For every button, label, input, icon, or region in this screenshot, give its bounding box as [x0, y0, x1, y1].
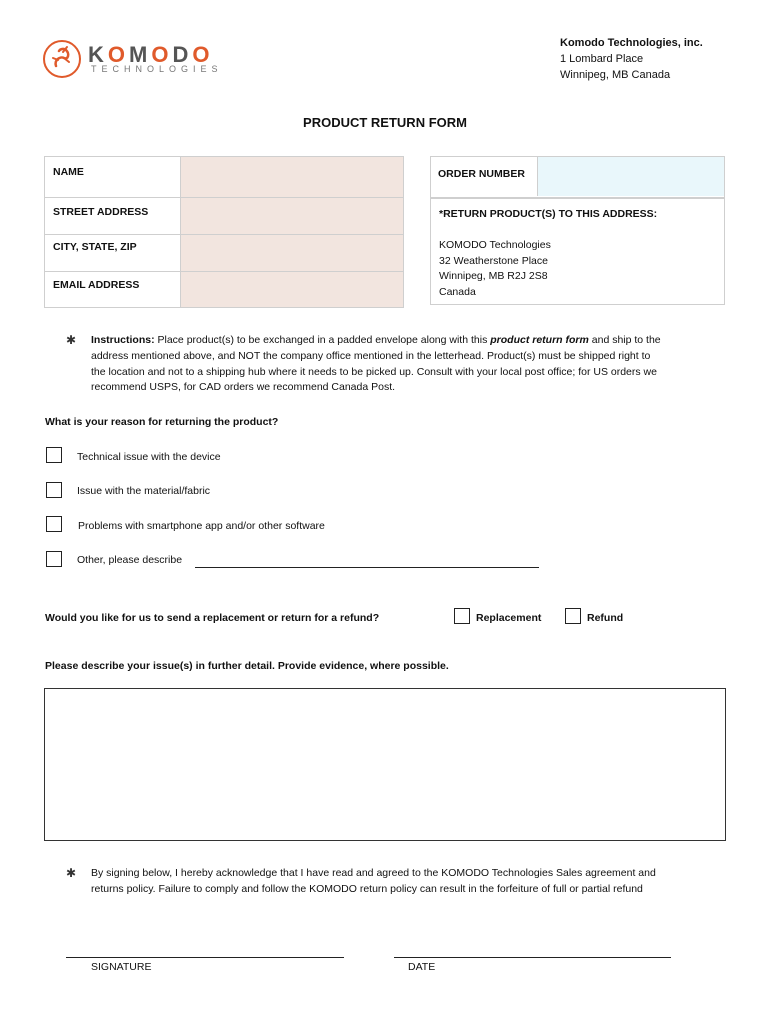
checkbox-material-issue[interactable] [46, 482, 62, 498]
street-address-field[interactable] [180, 198, 403, 234]
details-prompt: Please describe your issue(s) in further detail. Provide evidence, where possible. [45, 660, 449, 672]
name-field[interactable] [180, 157, 403, 197]
instructions-lead: Instructions: [91, 334, 155, 346]
option-software-issue: Problems with smartphone app and/or other software [78, 520, 325, 532]
company-name: Komodo Technologies, inc. [560, 37, 703, 49]
checkbox-replacement[interactable] [454, 608, 470, 624]
resolution-question: Would you like for us to send a replacement or return for a refund? [45, 612, 380, 624]
acknowledgement-paragraph [91, 866, 731, 898]
city-row [45, 235, 403, 271]
order-number-field[interactable] [537, 157, 724, 196]
signature-line[interactable] [66, 957, 344, 958]
return-address-line: Canada [439, 285, 476, 298]
company-address [560, 35, 703, 83]
acknowledgement-line: returns policy. Failure to comply and follow the KOMODO return policy can result in the forfeiture of full or partial refund [91, 882, 643, 895]
signature-label: SIGNATURE [91, 961, 152, 973]
checkbox-refund[interactable] [565, 608, 581, 624]
instructions-line: the location and not to a shipping hub where it needs to be picked up. Consult with your local post office; for US orders we [91, 365, 657, 378]
option-refund: Refund [587, 612, 624, 624]
details-textarea[interactable] [44, 688, 726, 841]
customer-info-table [44, 156, 404, 308]
return-address-heading: *RETURN PRODUCT(S) TO THIS ADDRESS: [439, 208, 658, 220]
checkbox-technical-issue[interactable] [46, 447, 62, 463]
return-address-line: Winnipeg, MB R2J 2S8 [439, 270, 548, 282]
brand-tagline: TECHNOLOGIES [91, 64, 223, 74]
email-row [45, 271, 403, 308]
instructions-bullet-icon: ✱ [66, 333, 77, 347]
street-address-label: STREET ADDRESS [53, 206, 149, 218]
instructions-line: address mentioned above, and NOT the company office mentioned in the letterhead. Product(s) must be shipped right to [91, 349, 651, 362]
option-other: Other, please describe [77, 554, 183, 566]
return-address-line: KOMODO Technologies [439, 239, 551, 251]
reason-question: What is your reason for returning the product? [45, 416, 279, 428]
instructions-line: recommend USPS, for CAD orders we recommend Canada Post. [91, 381, 396, 394]
instructions-paragraph [91, 333, 731, 396]
brand-wordmark: KOMODO [88, 42, 214, 67]
date-line[interactable] [394, 957, 671, 958]
city-state-zip-field[interactable] [180, 235, 403, 271]
acknowledgement-line: By signing below, I hereby acknowledge that I have read and agreed to the KOMODO Technologies Sales agreement and [91, 867, 656, 879]
return-address-lines [439, 238, 551, 300]
form-title: PRODUCT RETURN FORM [303, 115, 467, 130]
email-address-label: EMAIL ADDRESS [53, 279, 140, 291]
email-address-field[interactable] [180, 272, 403, 307]
checkbox-software-issue[interactable] [46, 516, 62, 532]
order-number-label: ORDER NUMBER [438, 168, 525, 180]
return-address-line: 32 Weatherstone Place [439, 254, 548, 267]
instructions-text: and ship to the [588, 334, 661, 346]
company-city: Winnipeg, MB Canada [560, 69, 671, 81]
city-state-zip-label: CITY, STATE, ZIP [53, 241, 137, 253]
option-technical-issue: Technical issue with the device [77, 451, 221, 463]
name-row [45, 157, 403, 198]
checkbox-other[interactable] [46, 551, 62, 567]
option-material-issue: Issue with the material/fabric [77, 485, 211, 497]
street-row [45, 198, 403, 235]
date-label: DATE [408, 961, 436, 973]
komodo-lizard-icon [42, 36, 82, 80]
acknowledgement-bullet-icon: ✱ [66, 866, 77, 880]
other-description-line[interactable] [195, 567, 539, 568]
option-replacement: Replacement [476, 612, 542, 624]
name-label: NAME [53, 166, 84, 178]
instructions-text: Place product(s) to be exchanged in a padded envelope along with this [154, 334, 491, 346]
instructions-emphasis: product return form [490, 334, 589, 346]
company-street: 1 Lombard Place [560, 53, 644, 65]
